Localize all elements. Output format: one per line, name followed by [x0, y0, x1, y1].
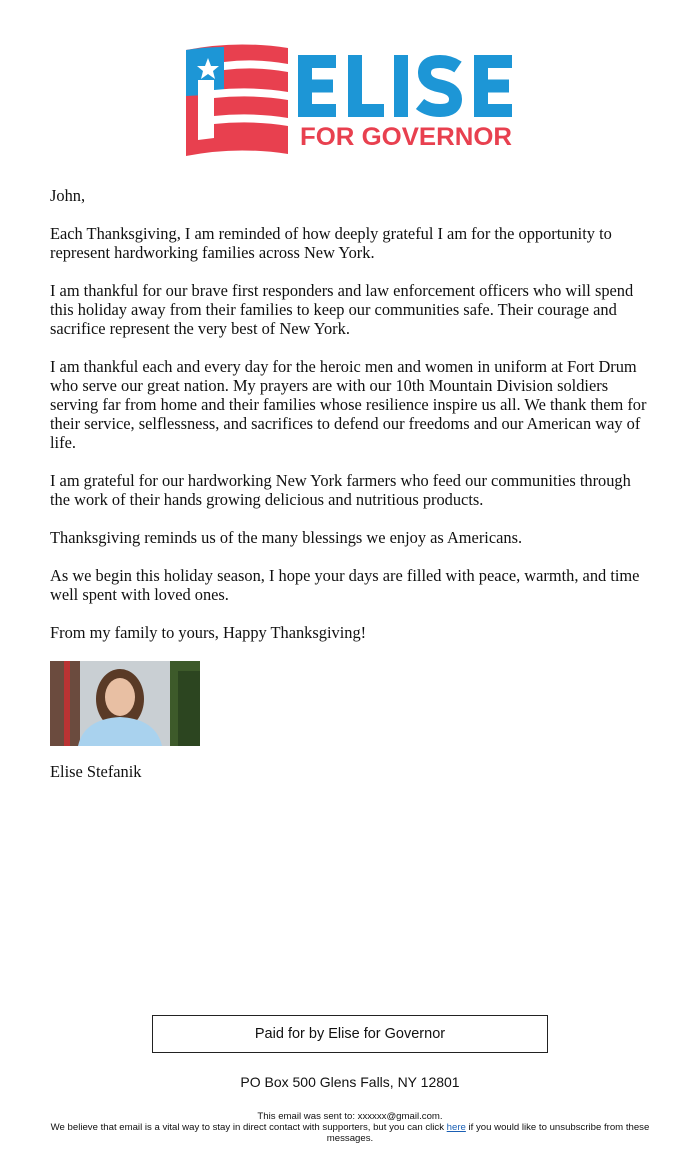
greeting: John, — [50, 186, 86, 205]
paragraph: Thanksgiving reminds us of the many blessings we enjoy as Americans. — [50, 528, 523, 547]
unsubscribe-post: if you would like to unsubscribe from these messages. — [326, 1122, 650, 1144]
paragraph: From my family to yours, Happy Thanksgiving! — [50, 623, 367, 642]
paragraph: Each Thanksgiving, I am reminded of how deeply grateful I am for the opportunity to represent hardworking families across New York. — [50, 224, 612, 262]
paid-for-disclaimer: Paid for by Elise for Governor — [152, 1015, 548, 1053]
letter-content — [50, 186, 650, 781]
elise-for-governor-logo — [184, 42, 520, 158]
letter-body — [50, 186, 650, 642]
candidate-photo — [50, 661, 200, 746]
signature-name: Elise Stefanik — [50, 762, 142, 781]
paragraph: As we begin this holiday season, I hope your days are filled with peace, warmth, and time well spent with loved ones. — [50, 566, 640, 604]
paragraph: I am thankful each and every day for the heroic men and women in uniform at Fort Drum who serve our great nation. My prayers are with our 10th Mountain Division soldiers serving far from home and their families whose resilience inspire us all. We thank them for their service, selflessness, and sacrifices to defend our freedoms and our American way of life. — [50, 357, 647, 452]
unsubscribe-pre: We believe that email is a vital way to stay in direct contact with supporters, but you can click — [50, 1122, 447, 1133]
unsubscribe-link[interactable]: here — [446, 1122, 466, 1133]
paragraph: I am thankful for our brave first responders and law enforcement officers who will spend this holiday away from their families to keep our communities safe. Their courage and sacrifice represent the very best of New York. — [50, 281, 634, 338]
flag-e-icon — [186, 44, 288, 156]
logo-name-lettering — [298, 55, 512, 117]
email-footer — [45, 1111, 655, 1144]
logo-tagline: FOR GOVERNOR — [300, 123, 512, 151]
unsubscribe-text — [45, 1122, 655, 1144]
mailing-address: PO Box 500 Glens Falls, NY 12801 — [240, 1074, 460, 1090]
sent-to-text: This email was sent to: xxxxxx@gmail.com. — [257, 1111, 443, 1122]
paragraph: I am grateful for our hardworking New York farmers who feed our communities through the work of their hands growing delicious and nutritious products. — [50, 471, 631, 509]
